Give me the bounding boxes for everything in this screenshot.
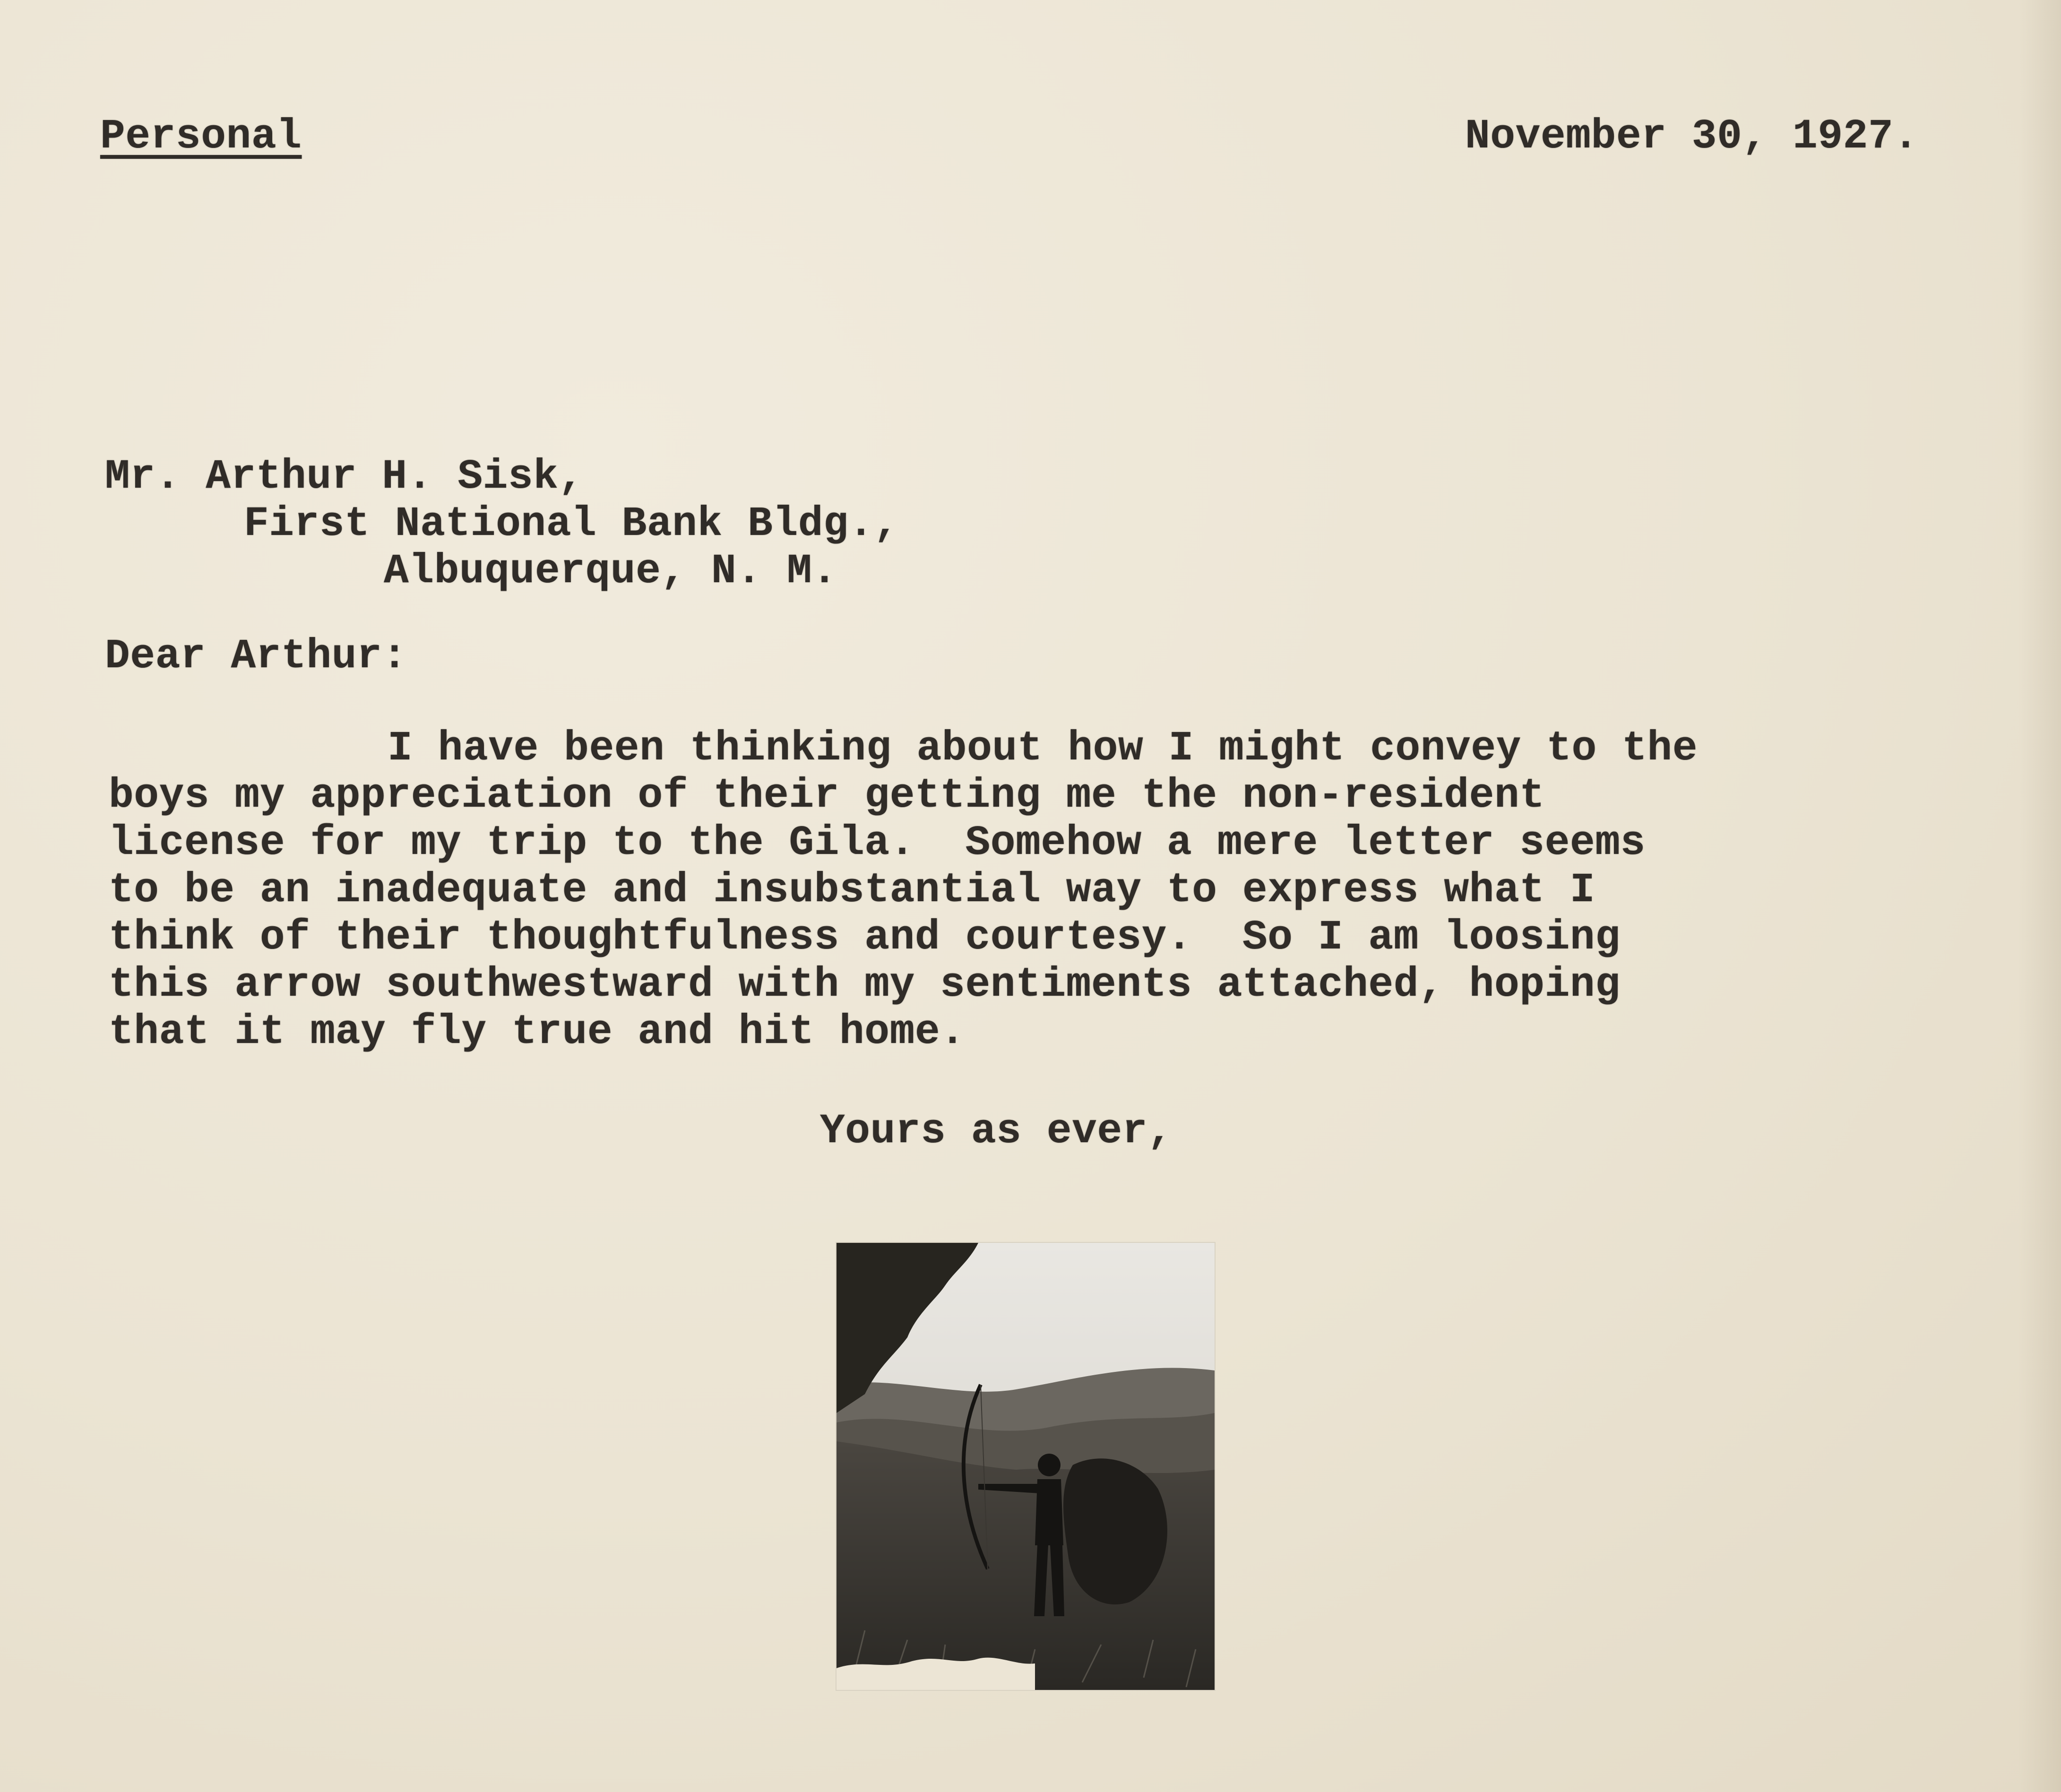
body-line: that it may fly true and hit home.	[109, 1009, 966, 1056]
archer-photo	[836, 1243, 1215, 1690]
page-edge-shadow	[2018, 0, 2061, 1792]
body-line: I have been thinking about how I might convey to the	[388, 725, 1698, 772]
closing: Yours as ever,	[820, 1108, 1173, 1155]
recipient-name: Mr. Arthur H. Sisk,	[105, 454, 584, 500]
body-line: license for my trip to the Gila. Somehow a mere letter seems	[109, 820, 1646, 867]
body-line: boys my appreciation of their getting me the non-resident	[109, 773, 1545, 819]
body-line: this arrow southwestward with my sentiments attached, hoping	[109, 962, 1621, 1008]
personal-label: Personal	[100, 113, 302, 160]
recipient-street: First National Bank Bldg.,	[244, 501, 899, 548]
body-line: to be an inadequate and insubstantial way to express what I	[109, 867, 1595, 914]
salutation: Dear Arthur:	[105, 633, 407, 680]
body-line: think of their thoughtfulness and courtesy. So I am loosing	[109, 914, 1621, 961]
recipient-city: Albuquerque, N. M.	[384, 548, 837, 595]
letter-date: November 30, 1927.	[1465, 113, 1919, 160]
